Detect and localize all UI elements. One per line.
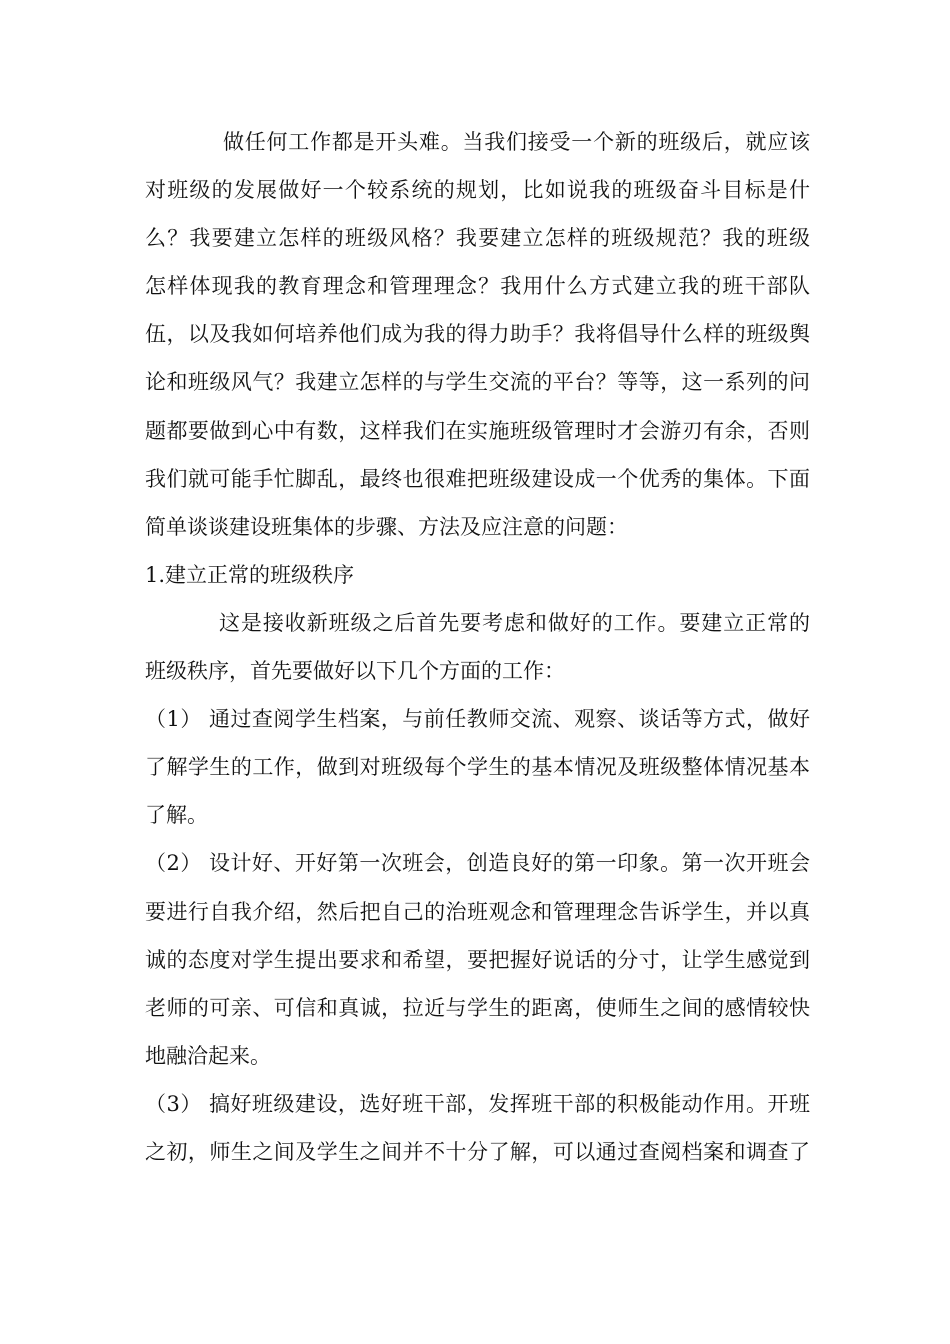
intro-line: 怎样体现我的教育理念和管理理念？我用什么方式建立我的班干部队 xyxy=(145,274,810,299)
list-item-line: （1） 通过查阅学生档案，与前任教师交流、观察、谈话等方式，做好 xyxy=(145,707,810,732)
intro-line: 论和班级风气？我建立怎样的与学生交流的平台？等等，这一系列的问 xyxy=(145,370,810,395)
intro-line: 题都要做到心中有数，这样我们在实施班级管理时才会游刃有余，否则 xyxy=(145,418,810,443)
section-heading: 1.建立正常的班级秩序 xyxy=(145,562,355,587)
list-item-line: 要进行自我介绍，然后把自己的治班观念和管理理念告诉学生，并以真 xyxy=(145,899,810,924)
section-intro-line: 班级秩序，首先要做好以下几个方面的工作： xyxy=(145,659,565,684)
intro-line: 简单谈谈建设班集体的步骤、方法及应注意的问题： xyxy=(145,514,628,539)
list-item-line: 地融洽起来。 xyxy=(145,1043,271,1068)
intro-line: 对班级的发展做好一个较系统的规划，比如说我的班级奋斗目标是什 xyxy=(145,178,810,203)
intro-line: 么？我要建立怎样的班级风格？我要建立怎样的班级规范？我的班级 xyxy=(145,226,810,251)
list-item-line: （3） 搞好班级建设，选好班干部，发挥班干部的积极能动作用。开班 xyxy=(145,1091,810,1116)
list-item-line: 了解。 xyxy=(145,803,208,828)
list-item-line: 了解学生的工作，做到对班级每个学生的基本情况及班级整体情况基本 xyxy=(145,755,810,780)
section-intro-line: 这是接收新班级之后首先要考虑和做好的工作。要建立正常的 xyxy=(219,610,810,635)
list-item-line: （2） 设计好、开好第一次班会，创造良好的第一印象。第一次开班会 xyxy=(145,851,810,876)
list-item-line: 老师的可亲、可信和真诚，拉近与学生的距离，使师生之间的感情较快 xyxy=(145,995,810,1020)
list-item-line: 之初，师生之间及学生之间并不十分了解，可以通过查阅档案和调查了 xyxy=(145,1139,810,1164)
document-body xyxy=(145,118,810,1176)
intro-line: 伍，以及我如何培养他们成为我的得力助手？我将倡导什么样的班级舆 xyxy=(145,322,810,347)
intro-line: 做任何工作都是开头难。当我们接受一个新的班级后，就应该 xyxy=(223,130,810,154)
list-item-line: 诚的态度对学生提出要求和希望，要把握好说话的分寸，让学生感觉到 xyxy=(145,947,810,972)
intro-line: 我们就可能手忙脚乱，最终也很难把班级建设成一个优秀的集体。下面 xyxy=(145,466,810,491)
